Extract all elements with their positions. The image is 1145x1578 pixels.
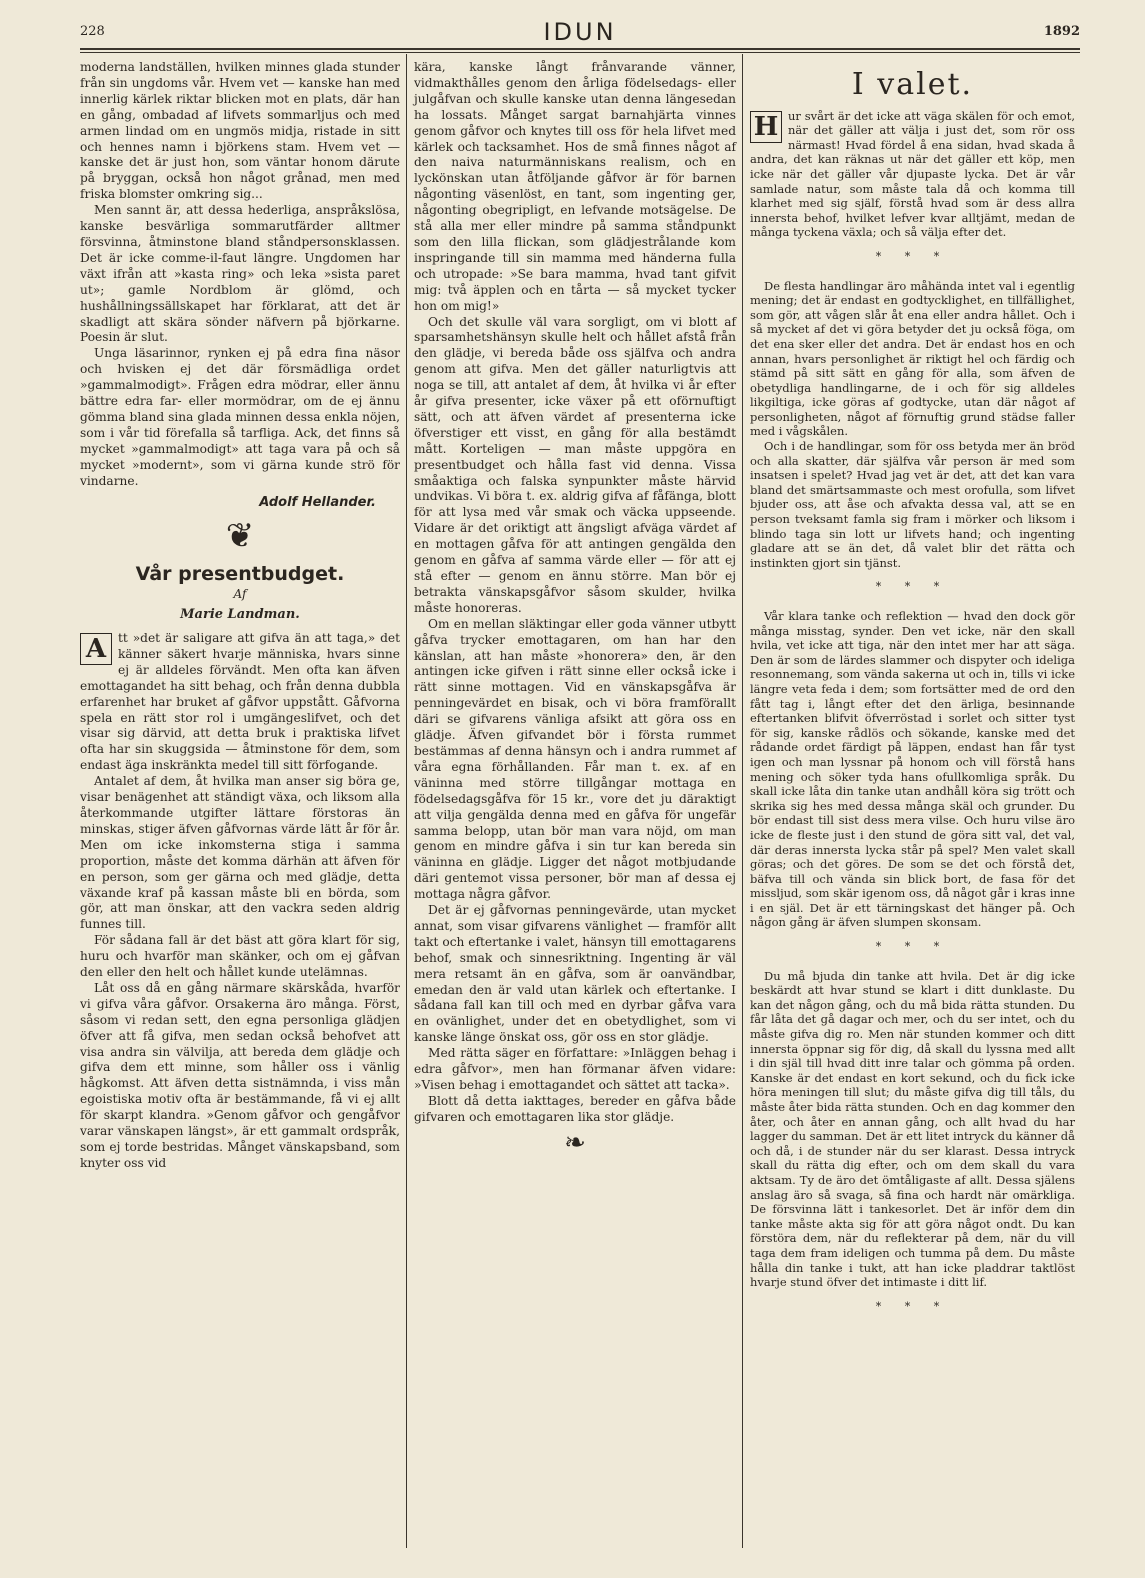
paragraph: Och i de handlingar, som för oss betyda mer än bröd och alla skatter, där själfva vår person är med som insatsen i spelet? Hvad jag vet är det, att det kan vara bland det smärtsammaste och mest orofulla, som lifvet bjuder oss, att åse och afvakta dessa val, att se en person tveksamt famla sig fram i mörker och liksom i blindo taga sin lott ur lifvets hand; och ingenting gladare att se än det, då valet blir det rätta och instinkten gjort sin tjänst. xyxy=(750,439,1075,570)
paragraph: Du må bjuda din tanke att hvila. Det är dig icke beskärdt att hvar stund se klart i ditt dunklaste. Du kan det någon gång, och du må bida rätta stunden. Du får låta det gå dagar och mer, och du ser intet, och du måste gifva dig ro. Men när stunden kommer och ditt innersta öppnar sig för dig, då skall du lyssna med allt i din själ till hvad ditt inre talar och gömma på orden. Kanske är det endast en kort sekund, och du fick icke höra meningen till slut; du måste gifva dig till tåls, du måste åter bida rätta stunden. Och en dag kommer den åter, och åter en annan gång, och allt hvad du har lagger du samman. Det är ett litet intryck du känner då och då, i de stunder när du ser klarast. Dessa intryck skall du rätta dig efter, och om dem skall du vara aktsam. Ty de äro det ömtåligaste af allt. Dessa själens anslag äro så svaga, så fina och hardt när omärkliga. De försvinna lätt i tankesorlet. Det är inför dem din tanke måste akta sig för att göra något ondt. Du kan förstöra dem, när du reflekterar på dem, när du vill taga dem fram ideligen och tumma på dem. Du måste hålla din tanke i tukt, att han icke pladdrar taktlöst hvarje stund öfver det intimaste i ditt lif. xyxy=(750,968,1075,1290)
article-title: I valet. xyxy=(851,67,974,102)
section-stars: * * * xyxy=(875,580,950,594)
section-stars: * * * xyxy=(875,940,950,954)
ornament-icon: ❦ xyxy=(225,516,255,557)
byline-prefix: Af xyxy=(233,587,247,602)
paragraph: Blott då detta iakttages, bereder en gåfva både gifvaren och emottagaren lika stor glädje. xyxy=(414,1093,736,1124)
paragraph: Med rätta säger en författare: »Inläggen behag i edra gåfvor», men han förmanar äfven vidare: »Visen behag i emottagandet och sättet att tacka». xyxy=(414,1046,736,1092)
paragraph: Vår klara tanke och reflektion — hvad den dock gör många misstag, synder. Den vet icke, när den skall hvila, vet icke att tiga, när den intet mer har att säga. Den är som de lärdes slammer och dispyter och ideliga resonnemang, som vända sakerna ut och in, tills vi icke längre veta feda i dem; som fortsätter med de ord den fått tag i, långt efter det den ärliga, besinnande eftertanken blifvit öfverröstad i sorlet och sitter tyst för sig, kanske rådlös och sökande, kanske med det rådande ordet färdigt på läppen, endast han får tyst igen och man lyssnar på honom och vill förstå hans mening och söker tyda hans ofullkomliga språk. Du skall icke låta din tanke utan andhåll köra sig trött och skrika sig hes med dessa många skäl och grunder. Du bör endast till sist dess mera vilse. Och huru vilse äro icke de fleste just i den stund de göra sitt val, det val, där deras innersta lycka står på spel? Men valet skall göras; och det göres. De som se det och förstå det, bäfva till och vända sin blick bort, de fasa för det missljud, som skär igenom oss, då något går i kras inne i en själ. Det är ett tärningskast det hänger på. Och någon gång är äfven slumpen skonsam. xyxy=(750,609,1075,930)
column-1 xyxy=(80,60,400,1172)
end-ornament-icon: ❧ xyxy=(564,1127,586,1158)
publication-year: 1892 xyxy=(1043,24,1080,39)
author-signature: Adolf Hellander. xyxy=(259,495,376,511)
section-stars: * * * xyxy=(875,1299,950,1313)
paragraph xyxy=(80,631,400,774)
paragraph: kära, kanske långt frånvarande vänner, vidmakthålles genom den årliga födelsedags- eller julgåfvan och skulle kanske utan denna längesedan ha lossats. Månget sargat barnahjärta vinnes genom gåfvor och knytes till oss för hela lifvet med kärlek och tacksamhet. Hos de små finnes något af den naiva naturmänniskans realism, och en lyckönskan utan åtföljande gåfvor är för barnen någonting väsenlöst, en tant, som ingenting ger, någonting obegripligt, en lefvande motsägelse. De stå alla mer eller mindre på samma ståndpunkt som den lilla flickan, som glädjestrålande kom inspringande till sin mamma med händerna fulla och utropade: »Se bara mamma, hvad tant gifvit mig: två äpplen och en tårta — så mycket tycker hon om mig!» xyxy=(414,60,736,313)
column-3 xyxy=(750,60,1075,1328)
column-divider-1 xyxy=(406,54,407,1548)
page-header xyxy=(80,18,1080,50)
paragraph: Om en mellan släktingar eller goda vänner utbytt gåfva trycker emottagaren, om han har den känslan, att han måste »honorera» den, är den antingen icke gifven i rätt sinne eller också icke i rätt sinne mottagen. Vid en vänskapsgåfva är penningevärdet en bisak, och vi böra framförallt däri se gifvarens vänliga afsikt att göra oss en glädje. Äfven gifvandet bör i första rummet bestämmas af denna hänsyn och i andra rummet af våra egna förhållanden. Får man t. ex. af en väninna med större tillgångar mottaga en födelsedagsgåfva för 15 kr., vore det ju däraktigt att vilja gengälda denna med en gåfva för ungefär samma belopp, utan bör man vara nöjd, om man genom en mindre gåfva i sin tur kan bereda sin väninna en glädje. Ligger det något motbjudande däri gentemot vissa personer, bör man af dessa ej mottaga några gåfvor. xyxy=(414,616,736,902)
paragraph: Det är ej gåfvornas penningevärde, utan mycket annat, som visar gifvarens vänlighet — framför allt takt och eftertanke i valet, hänsyn till emottagarens behof, smak och sinnesriktning. Ingenting är väl mera retsamt än en gåfva, som är oanvändbar, emedan den är vald utan kärlek och eftertanke. I sådana fall kan till och med en dyrbar gåfva vara en ovänlighet, under det en obetydlighet, som vi kanske länge önskat oss, gör oss en stor glädje. xyxy=(414,903,736,1045)
section-stars: * * * xyxy=(875,249,950,263)
drop-cap: A xyxy=(80,633,112,665)
paragraph-text: ur svårt är det icke att väga skälen för och emot, när det gäller att välja i just det, som rör oss närmast! Hvad fördel å ena sidan, hvad skada å andra, det kan räknas ut när det gäller ett köp, men icke när det gäller vår djupaste lycka. Det är vår samlade natur, som måste tala då och komma till klarhet med sig själf, förstå hvad som är dess allra innersta behof, hvilket lefver kvar alltjämt, medan de många tyckena växla; och så välja efter det. xyxy=(750,108,1075,240)
header-rule xyxy=(80,48,1080,50)
paragraph: Unga läsarinnor, rynken ej på edra fina näsor och hvisken ej det där försmädliga ordet »gammalmodigt». Frågen edra mödrar, eller ännu bättre edra far- eller mormödrar, om de ej ännu gömma bland sina glada minnen dessa enkla nöjen, som i vår tid förefalla så tarfliga. Ack, det finns så mycket »gammalmodigt» att taga vara på och så mycket »modernt», som vi gärna kunde strö för vindarne. xyxy=(80,346,400,488)
column-divider-2 xyxy=(742,54,743,1548)
paragraph: Men sannt är, att dessa hederliga, anspråkslösa, kanske besvärliga sommarutfärder alltmer försvinna, åtminstone bland ståndpersonsklassen. Det är icke comme-il-faut längre. Ungdomen har växt ifrån att »kasta ring» och leka »sista paret ut»; gamle Nordblom är glömd, och hushållningssällskapet har förklarat, att det är skadligt att skära sönder näfvern på björkarne. Poesin är slut. xyxy=(80,203,400,345)
publication-title: IDUN xyxy=(543,18,617,46)
paragraph: Antalet af dem, åt hvilka man anser sig böra ge, visar benägenhet att ständigt växa, och liksom alla återkommande utgifter lättare förstoras än minskas, stiger äfven gåfvornas värde lätt år för år. Men om icke inkomsterna stiga i samma proportion, måste det komma därhän att äfven för en person, som ger gärna och med glädje, detta växande kraf på kassan måste bli en börda, som gör, att man önskar, att den vackra seden aldrig funnes till. xyxy=(80,774,400,932)
paragraph: Låt oss då en gång närmare skärskåda, hvarför vi gifva våra gåfvor. Orsakerna äro många. Först, såsom vi redan sett, den egna personliga glädjen öfver att få gifva, men sedan också behofvet att visa andra sin välvilja, att bereda dem glädje och gifva dem ett minne, som håller oss i vänlig hågkomst. Att äfven detta sistnämnda, i viss mån egoistiska motiv ofta är bestämmande, få vi ej allt för skarpt klandra. »Genom gåfvor och gengåfvor varar vänskapen längst», är ett gammalt ordspråk, som ej torde bestridas. Månget vänskapsband, som knyter oss vid xyxy=(80,980,400,1170)
paragraph: För sådana fall är det bäst att göra klart för sig, huru och hvarför man skänker, och om ej gåfvan den eller den helt och hållet kunde utelämnas. xyxy=(80,933,400,980)
drop-cap: H xyxy=(750,111,782,143)
page-number: 228 xyxy=(80,24,105,39)
paragraph: moderna landställen, hvilken minnes glada stunder från sin ungdoms vår. Hvem vet — kanske han med innerlig kärlek riktar blicken mot en plats, där han en gång, ombadad af lifvets sommarljus och med armen lindad om en ungmös midja, ristade in sitt och hennes namn i björkens stam. Hvem vet — kanske det är just hon, som väntar honom därute på bryggan, också hon något grånad, men med friska blomster omkring sig... xyxy=(80,60,400,202)
paragraph: De flesta handlingar äro måhända intet val i egentlig mening; det är endast en godtycklighet, en tillfällighet, som gör, att vågen slår åt ena eller andra hållet. Och i så mycket af det vi göra betyder det ju också föga, om det ena sker eller det andra. Det är endast hos en och annan, hvars personlighet är riktigt hel och färdig och stämd på sitt sätt en gång för alla, som äfven de obetydliga handlingarne, de i och för sig alldeles likgiltiga, icke göras af godtycke, utan där något af personligheten, något af förnuftig grund städse faller med i vågskålen. xyxy=(750,278,1075,439)
paragraph xyxy=(750,109,1075,240)
article-title: Vår presentbudget. xyxy=(135,563,345,586)
column-2 xyxy=(414,60,736,1158)
header-rule-thin xyxy=(80,52,1080,53)
article-author: Marie Landman. xyxy=(180,607,300,623)
paragraph: Och det skulle väl vara sorgligt, om vi blott af sparsamhetshänsyn skulle helt och hållet afstå från den glädje, vi bereda både oss själfva och andra genom att gifva. Men det gäller naturligtvis att noga se till, att antalet af dem, åt hvilka vi år efter år gifva presenter, icke växer på ett oförnuftigt sätt, och att äfven värdet af presenterna icke öfverstiger ett visst, en gång för alla bestämdt mått. Korteligen — man måste uppgöra en presentbudget och hålla fast vid denna. Vissa småaktiga och falska synpunkter måste härvid undvikas. Vi böra t. ex. aldrig gifva af fåfänga, blott för att lysa med vår smak och väcka uppseende. Vidare är det oriktigt att ängsligt afväga värdet af en mottagen gåfva för att antingen gengälda den genom en gåfva af samma värde eller — för att ej stå efter — genom en ännu större. Man bör ej betrakta vänskapsgåfvor såsom skulder, hvilka måste honoreras. xyxy=(414,314,736,615)
paragraph-text: tt »det är saligare att gifva än att taga,» det känner säkert hvarje människa, hvars sinne ej är alldeles förvändt. Men ofta kan äfven emottagandet ha sitt behag, och från denna dubbla erfarenhet har bruket af gåfvor uppstått. Gåfvorna spela en rätt stor rol i umgängeslifvet, och det visar sig därvid, att detta bruk i praktiska lifvet ofta har sin skuggsida — åtminstone för dem, som endast äga inskränkta medel till sitt förfogande. xyxy=(80,631,400,773)
